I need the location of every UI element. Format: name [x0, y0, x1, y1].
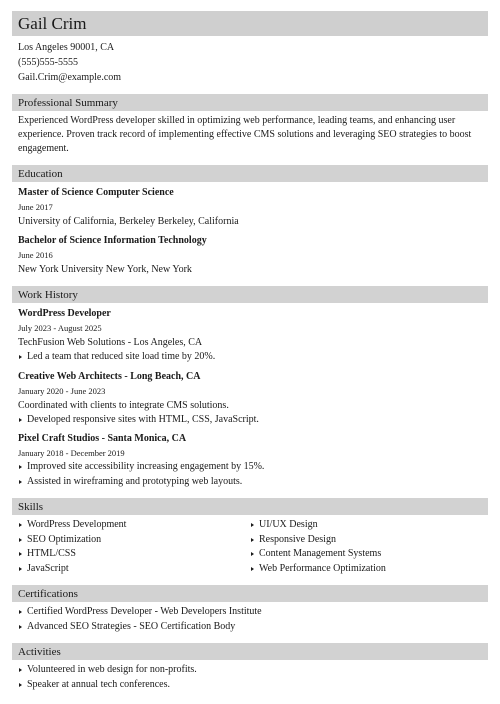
skills-column-right — [250, 518, 482, 576]
list-item: HTML/CSS — [18, 547, 250, 562]
education-entry — [18, 233, 482, 277]
certifications-section — [12, 605, 488, 634]
job-entry — [18, 306, 482, 365]
section-title: Education — [18, 167, 63, 180]
list-item: Web Performance Optimization — [250, 562, 482, 577]
section-title: Work History — [18, 288, 78, 301]
section-title: Activities — [18, 645, 61, 658]
job-entry — [18, 431, 482, 489]
school-name: University of California, Berkeley Berkeley, California — [18, 216, 239, 227]
job-company: TechFusion Web Solutions - Los Angeles, CA — [18, 337, 203, 348]
list-item: Content Management Systems — [250, 547, 482, 562]
section-header-summary — [12, 94, 488, 111]
list-item: Assisted in wireframing and prototyping web layouts. — [18, 475, 482, 490]
list-item: Developed responsive sites with HTML, CSS, JavaScript. — [18, 413, 482, 428]
contact-address: Los Angeles 90001, CA — [18, 42, 115, 53]
contact-email: Gail.Crim@example.com — [18, 72, 122, 83]
candidate-name: Gail Crim — [18, 14, 87, 33]
list-item: Volunteered in web design for non-profits. — [18, 663, 482, 678]
job-entry — [18, 369, 482, 428]
section-title: Skills — [18, 500, 44, 513]
section-header-activities — [12, 643, 488, 660]
degree-title: Bachelor of Science Information Technology — [18, 235, 207, 246]
education-section — [12, 185, 488, 277]
job-bullets — [18, 350, 482, 365]
job-title: Creative Web Architects - Long Beach, CA — [18, 370, 201, 382]
degree-title: Master of Science Computer Science — [18, 187, 174, 198]
contact-info — [12, 40, 488, 85]
skills-grid — [18, 518, 482, 576]
summary-section — [12, 114, 488, 156]
job-title: WordPress Developer — [18, 308, 111, 319]
name-header — [12, 11, 488, 36]
job-bullets — [18, 460, 482, 489]
job-date: January 2018 - December 2019 — [18, 448, 125, 458]
list-item: SEO Optimization — [18, 533, 250, 548]
summary-text: Experienced WordPress developer skilled in optimizing web performance, leading teams, and enhancing user experience. Proven track record of implementing effective CMS solutions and leveraging SEO strategies to boost engagement. — [18, 115, 472, 154]
skills-column-left — [18, 518, 250, 576]
list-item: WordPress Development — [18, 518, 250, 533]
section-header-certifications — [12, 585, 488, 602]
list-item: Led a team that reduced site load time by 20%. — [18, 350, 482, 365]
job-bullets — [18, 413, 482, 428]
section-title: Professional Summary — [18, 96, 118, 109]
job-date: July 2023 - August 2025 — [18, 323, 102, 333]
job-date: January 2020 - June 2023 — [18, 385, 106, 396]
section-header-work-history — [12, 286, 488, 303]
list-item: Responsive Design — [250, 533, 482, 548]
certifications-list — [18, 605, 482, 634]
work-history-section — [12, 306, 488, 489]
education-entry — [18, 185, 482, 229]
skills-section — [12, 518, 488, 576]
degree-date: June 2017 — [18, 202, 53, 212]
list-item: Advanced SEO Strategies - SEO Certification Body — [18, 620, 482, 635]
contact-phone: (555)555-5555 — [18, 57, 78, 68]
list-item: Certified WordPress Developer - Web Developers Institute — [18, 605, 482, 620]
list-item: JavaScript — [18, 562, 250, 577]
section-header-education — [12, 165, 488, 182]
list-item: UI/UX Design — [250, 518, 482, 533]
job-title: Pixel Craft Studios - Santa Monica, CA — [18, 433, 187, 444]
section-title: Certifications — [18, 587, 78, 600]
list-item: Speaker at annual tech conferences. — [18, 678, 482, 693]
activities-list — [18, 663, 482, 692]
section-header-skills — [12, 498, 488, 515]
activities-section — [12, 663, 488, 692]
school-name: New York University New York, New York — [18, 264, 192, 275]
list-item: Improved site accessibility increasing engagement by 15%. — [18, 460, 482, 475]
degree-date: June 2016 — [18, 250, 53, 260]
job-description: Coordinated with clients to integrate CMS solutions. — [18, 399, 229, 411]
